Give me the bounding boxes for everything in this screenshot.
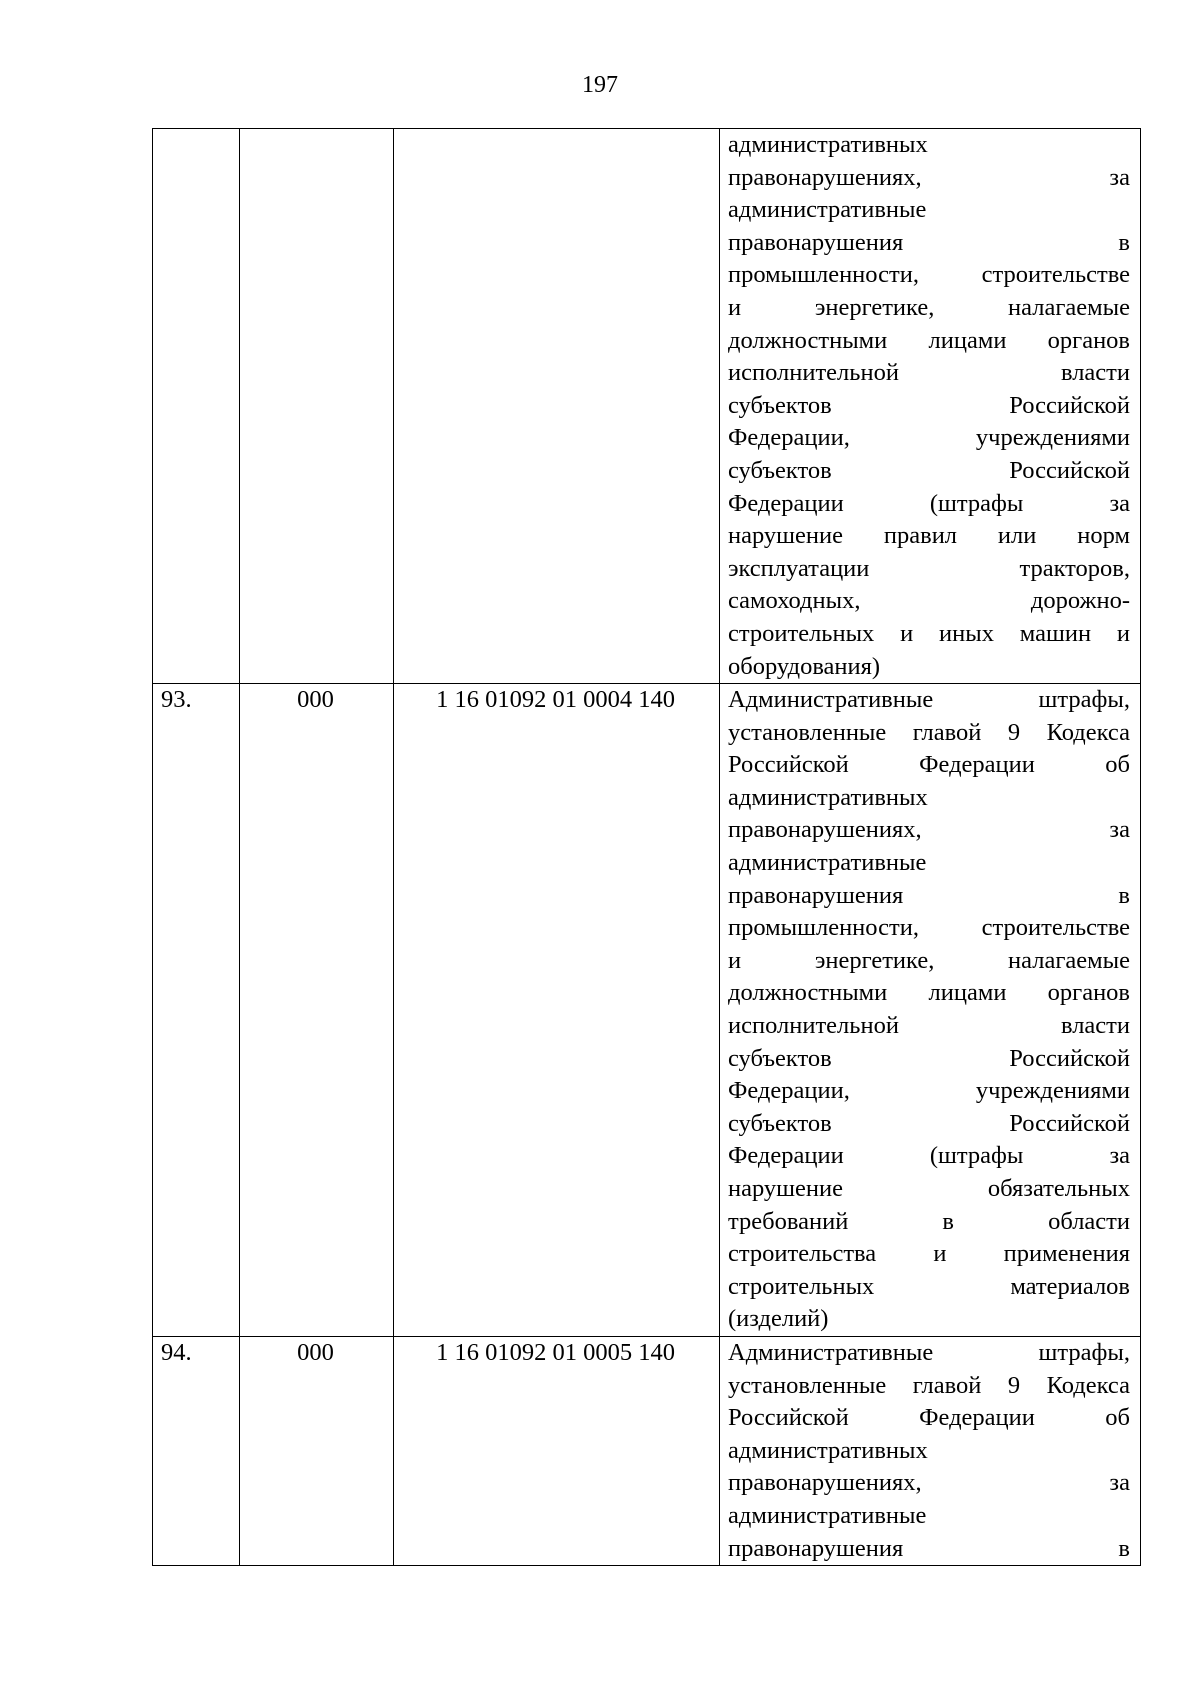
description-line: эксплуатации тракторов, (728, 554, 1130, 582)
table-row (153, 129, 1141, 684)
description-line: исполнительной власти (728, 359, 1130, 387)
description-line: (изделий) (728, 1305, 829, 1333)
table-row (153, 684, 1141, 1337)
description-line: нарушение обязательных (728, 1175, 1130, 1202)
budget-classification-code: 1 16 01092 01 0005 140 (394, 1336, 720, 1565)
description-line: субъектов Российской (728, 456, 1130, 484)
description-line: Российской Федерации об (728, 751, 1130, 779)
table-row (153, 1336, 1141, 1565)
description-line: Федерации (штрафы за (728, 1142, 1130, 1170)
budget-codes-table (152, 128, 1141, 1566)
description-line: Федерации, учреждениями (728, 424, 1130, 452)
description-line: должностными лицами органов (728, 326, 1130, 354)
description-line: должностными лицами органов (728, 979, 1130, 1007)
row-number: 94. (153, 1336, 240, 1565)
income-description (720, 1336, 1141, 1565)
description-line: административные (728, 1501, 927, 1529)
description-line: исполнительной власти (728, 1012, 1130, 1040)
description-line: административные (728, 196, 927, 224)
row-number: 93. (153, 684, 240, 1337)
description-line: правонарушения в (728, 1534, 1130, 1562)
description-line: субъектов Российской (728, 391, 1130, 419)
description-line: Федерации (штрафы за (728, 489, 1130, 517)
description-line: субъектов Российской (728, 1044, 1130, 1072)
description-line: строительных материалов (728, 1272, 1130, 1300)
description-line: и энергетике, налагаемые (728, 946, 1130, 974)
description-line: установленные главой 9 Кодекса (728, 718, 1130, 746)
income-description (720, 684, 1141, 1337)
income-description (720, 129, 1141, 684)
budget-classification-code (394, 129, 720, 684)
admin-code: 000 (240, 1336, 394, 1565)
description-line: правонарушениях, за (728, 163, 1130, 191)
description-line: правонарушениях, за (728, 816, 1130, 844)
description-line: Российской Федерации об (728, 1404, 1130, 1432)
description-line: строительных и иных машин и (728, 619, 1130, 647)
description-line: субъектов Российской (728, 1109, 1130, 1137)
description-line: Административные штрафы, (728, 686, 1130, 714)
budget-classification-code: 1 16 01092 01 0004 140 (394, 684, 720, 1337)
description-line: самоходных, дорожно- (728, 587, 1130, 615)
description-line: и энергетике, налагаемые (728, 293, 1130, 321)
description-line: административные (728, 849, 927, 877)
admin-code (240, 129, 394, 684)
row-number (153, 129, 240, 684)
description-line: правонарушения в (728, 228, 1130, 256)
description-line: правонарушения в (728, 881, 1130, 909)
description-line: Федерации, учреждениями (728, 1077, 1130, 1105)
description-line: нарушение правил или норм (728, 522, 1130, 550)
description-line: административных (728, 783, 928, 811)
description-line: оборудования) (728, 652, 881, 680)
page-number: 197 (582, 72, 618, 98)
description-line: промышленности, строительстве (728, 914, 1130, 942)
description-line: промышленности, строительстве (728, 261, 1130, 289)
admin-code: 000 (240, 684, 394, 1337)
description-line: строительства и применения (728, 1240, 1130, 1268)
description-line: административных (728, 1436, 928, 1464)
description-line: требований в области (728, 1207, 1130, 1235)
description-line: Административные штрафы, (728, 1338, 1130, 1366)
description-line: правонарушениях, за (728, 1469, 1130, 1497)
description-line: установленные главой 9 Кодекса (728, 1371, 1130, 1399)
description-line: административных (728, 131, 928, 158)
